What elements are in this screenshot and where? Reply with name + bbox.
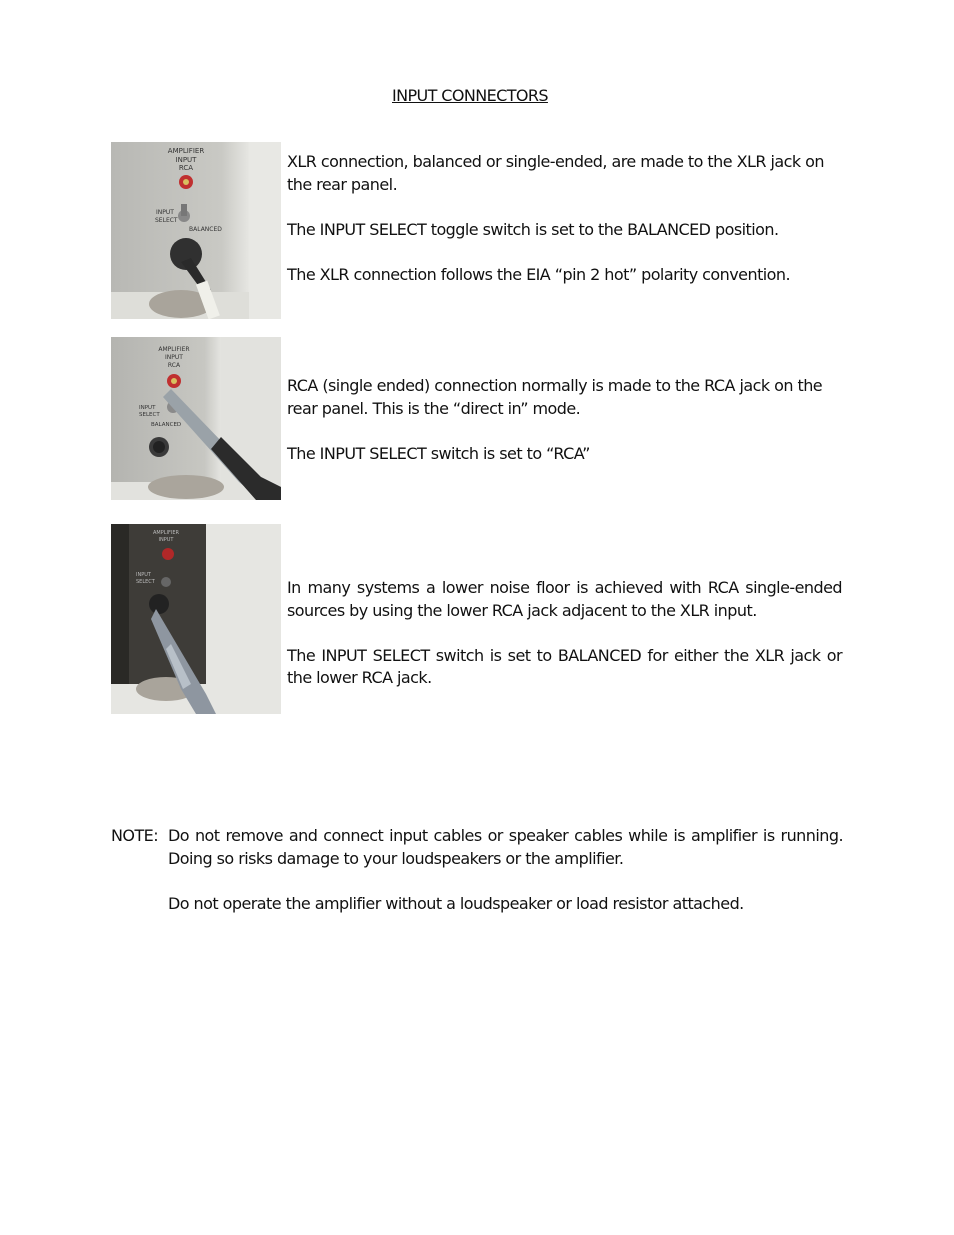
paragraph: XLR connection, balanced or single-ended, are made to the XLR jack on the rear panel.	[287, 152, 824, 194]
photo-label-rca: RCA	[178, 164, 194, 172]
photo-label-balanced: BALANCED	[151, 422, 182, 428]
paragraph: The INPUT SELECT toggle switch is set to the BALANCED position.	[287, 219, 779, 239]
page-title: INPUT CONNECTORS	[392, 86, 548, 105]
photo-label-amplifier: AMPLIFIER	[167, 147, 205, 155]
photo-label-rca: RCA	[167, 362, 181, 369]
photo-label-amplifier: AMPLIFIER	[153, 530, 179, 536]
photo-label-input-select-top: INPUT	[136, 572, 151, 578]
xlr-connection-text	[287, 151, 842, 309]
lower-rca-connection-text	[287, 577, 842, 712]
paragraph: The XLR connection follows the EIA “pin 2 hot” polarity convention.	[287, 264, 791, 284]
photo-label-select: SELECT	[155, 217, 178, 224]
photo-label-input: INPUT	[165, 354, 183, 361]
photo-label-amplifier: AMPLIFIER	[158, 346, 190, 353]
note-label: NOTE:	[111, 826, 159, 845]
photo-label-select: SELECT	[139, 412, 160, 418]
photo-label-input-select-top: INPUT	[139, 405, 156, 411]
photo-label-balanced: BALANCED	[189, 226, 222, 233]
photo-label-input: INPUT	[158, 537, 174, 543]
paragraph: The INPUT SELECT switch is set to “RCA”	[287, 443, 590, 463]
lower-rca-connection-photo	[111, 524, 281, 714]
rca-connection-text	[287, 375, 842, 488]
photo-label-input: INPUT	[175, 156, 197, 164]
xlr-connection-photo	[111, 142, 281, 319]
note-body	[168, 825, 843, 938]
photo-label-select: SELECT	[136, 579, 155, 585]
paragraph: In many systems a lower noise floor is achieved with RCA single-ended sources by using the lower RCA jack adjacent to the XLR input.	[287, 578, 842, 620]
rca-connection-photo	[111, 337, 281, 500]
paragraph: The INPUT SELECT switch is set to BALANCED for either the XLR jack or the lower RCA jack.	[287, 645, 842, 687]
note-paragraph: Do not remove and connect input cables or speaker cables while is amplifier is running. Doing so risks damage to your loudspeakers or the amplifier.	[168, 826, 843, 868]
photo-label-input-select-top: INPUT	[156, 209, 174, 216]
note-paragraph: Do not operate the amplifier without a loudspeaker or load resistor attached.	[168, 893, 744, 913]
paragraph: RCA (single ended) connection normally is made to the RCA jack on the rear panel. This is the “direct in” mode.	[287, 376, 823, 418]
